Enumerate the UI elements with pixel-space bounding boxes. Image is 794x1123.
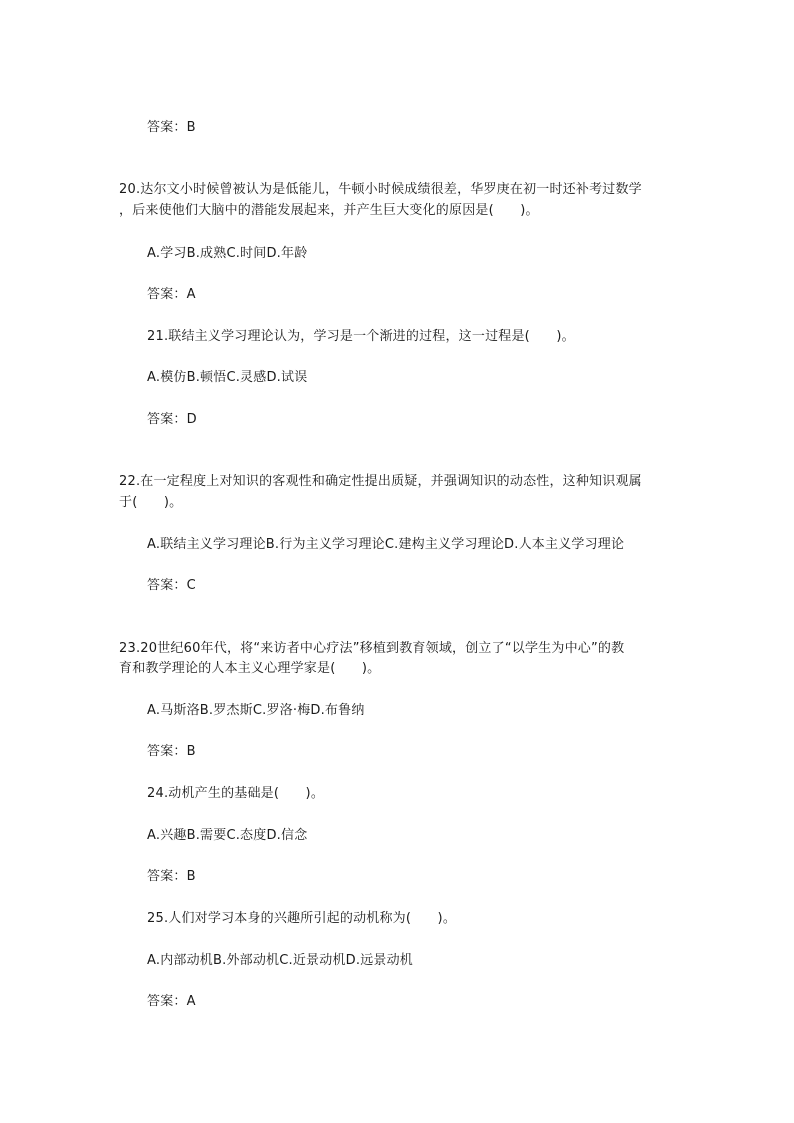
answer-19: 答案：B	[147, 120, 196, 135]
options-25: A.内部动机B.外部动机C.近景动机D.远景动机	[147, 953, 413, 968]
answer-21: 答案：D	[147, 412, 197, 427]
question-22-line-2: 于( )。	[119, 495, 183, 510]
question-25: 25.人们对学习本身的兴趣所引起的动机称为( )。	[147, 911, 457, 926]
question-23-line-1: 23.20世纪60年代，将“来访者中心疗法”移植到教育领域，创立了“以学生为中心”的教	[119, 641, 625, 656]
options-20: A.学习B.成熟C.时间D.年龄	[147, 246, 308, 261]
options-23: A.马斯洛B.罗杰斯C.罗洛·梅D.布鲁纳	[147, 703, 365, 718]
question-22-line-1: 22.在一定程度上对知识的客观性和确定性提出质疑，并强调知识的动态性，这种知识观属	[119, 474, 642, 489]
answer-20: 答案：A	[147, 287, 196, 302]
options-21: A.模仿B.顿悟C.灵感D.试误	[147, 370, 308, 385]
answer-22: 答案：C	[147, 578, 196, 593]
question-23-line-2: 育和教学理论的人本主义心理学家是( )。	[119, 661, 381, 676]
question-21: 21.联结主义学习理论认为，学习是一个渐进的过程，这一过程是( )。	[147, 329, 575, 344]
question-24: 24.动机产生的基础是( )。	[147, 786, 325, 801]
options-22: A.联结主义学习理论B.行为主义学习理论C.建构主义学习理论D.人本主义学习理论	[147, 537, 625, 552]
question-20-line-1: 20.达尔文小时候曾被认为是低能儿，牛顿小时候成绩很差，华罗庚在初一时还补考过数学	[119, 182, 642, 197]
answer-23: 答案：B	[147, 744, 196, 759]
answer-24: 答案：B	[147, 869, 196, 884]
options-24: A.兴趣B.需要C.态度D.信念	[147, 828, 308, 843]
answer-25: 答案：A	[147, 994, 196, 1009]
question-20-line-2: ，后来使他们大脑中的潜能发展起来，并产生巨大变化的原因是( )。	[119, 203, 539, 218]
